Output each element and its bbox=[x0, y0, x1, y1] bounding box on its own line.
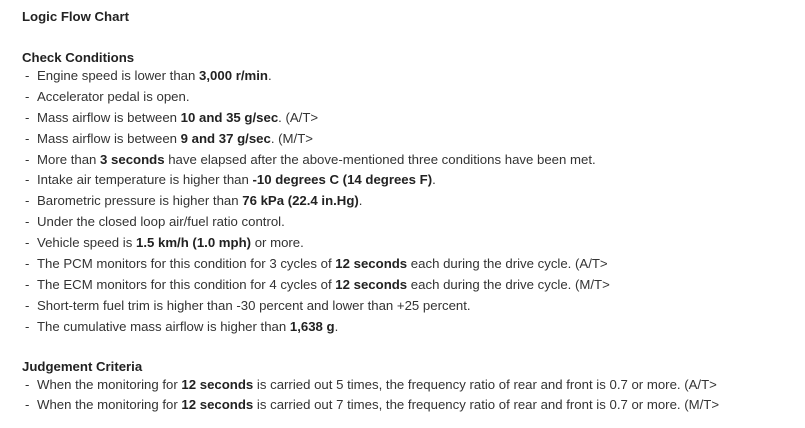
item-text: . bbox=[334, 318, 339, 334]
section-check-conditions bbox=[22, 49, 805, 338]
emphasized-value: 10 and 35 g/sec bbox=[180, 109, 279, 125]
page-title: Logic Flow Chart bbox=[22, 9, 129, 24]
bullet-dash: - bbox=[25, 397, 30, 413]
emphasized-value: 1,638 g bbox=[289, 318, 335, 334]
item-text: Under the closed loop air/fuel ratio control. bbox=[37, 214, 285, 230]
item-text: Accelerator pedal is open. bbox=[37, 88, 190, 104]
bullet-dash: - bbox=[25, 297, 30, 313]
bullet-dash: - bbox=[25, 235, 30, 251]
bullet-dash: - bbox=[25, 130, 30, 146]
judgement-criteria-list bbox=[22, 375, 805, 417]
list-item bbox=[22, 129, 805, 150]
bullet-dash: - bbox=[25, 318, 30, 334]
list-item bbox=[22, 170, 805, 191]
section-heading: Judgement Criteria bbox=[22, 358, 143, 374]
item-text: Short-term fuel trim is higher than -30 percent and lower than +25 percent. bbox=[37, 297, 471, 313]
list-item bbox=[22, 212, 805, 233]
item-text: Mass airflow is between bbox=[37, 130, 181, 146]
item-text: . bbox=[358, 193, 363, 209]
list-item bbox=[22, 275, 805, 296]
list-item bbox=[22, 254, 805, 275]
bullet-dash: - bbox=[25, 172, 30, 188]
item-text: When the monitoring for bbox=[37, 376, 182, 392]
list-item bbox=[22, 150, 805, 171]
item-text: have elapsed after the above-mentioned three conditions have been met. bbox=[164, 151, 596, 167]
item-text: or more. bbox=[251, 235, 304, 251]
check-conditions-list bbox=[22, 66, 805, 338]
list-item bbox=[22, 233, 805, 254]
list-item bbox=[22, 87, 805, 108]
item-text: Vehicle speed is bbox=[37, 235, 136, 251]
bullet-dash: - bbox=[25, 193, 30, 209]
item-text: each during the drive cycle. (M/T> bbox=[407, 276, 610, 292]
list-item bbox=[22, 296, 805, 317]
item-text: Engine speed is lower than bbox=[37, 68, 200, 83]
item-text: Intake air temperature is higher than bbox=[37, 172, 253, 188]
section-heading: Check Conditions bbox=[22, 50, 135, 65]
item-text: When the monitoring for bbox=[37, 397, 182, 413]
list-item bbox=[22, 191, 805, 212]
bullet-dash: - bbox=[25, 88, 30, 104]
item-text: each during the drive cycle. (A/T> bbox=[407, 256, 608, 272]
bullet-dash: - bbox=[25, 109, 30, 125]
item-text: The cumulative mass airflow is higher than bbox=[37, 318, 290, 334]
list-item bbox=[22, 317, 805, 338]
emphasized-value: 1.5 km/h (1.0 mph) bbox=[135, 235, 252, 251]
item-text: is carried out 7 times, the frequency ratio of rear and front is 0.7 or more. (M/T> bbox=[253, 397, 720, 413]
item-text: . bbox=[267, 68, 272, 83]
bullet-dash: - bbox=[25, 376, 30, 392]
emphasized-value: 76 kPa (22.4 in.Hg) bbox=[242, 193, 359, 209]
emphasized-value: -10 degrees C (14 degrees F) bbox=[252, 172, 433, 188]
item-text: . (M/T> bbox=[270, 130, 313, 146]
list-item bbox=[22, 66, 805, 87]
bullet-dash: - bbox=[25, 151, 30, 167]
item-text: . (A/T> bbox=[278, 109, 319, 125]
item-text: More than bbox=[37, 151, 101, 167]
emphasized-value: 12 seconds bbox=[181, 397, 254, 413]
list-item bbox=[22, 395, 805, 416]
section-judgement-criteria bbox=[22, 358, 805, 417]
bullet-dash: - bbox=[25, 276, 30, 292]
item-text: The ECM monitors for this condition for 4 cycles of bbox=[37, 276, 336, 292]
item-text: . bbox=[432, 172, 436, 188]
bullet-dash: - bbox=[25, 214, 30, 230]
emphasized-value: 12 seconds bbox=[335, 256, 408, 272]
emphasized-value: 3,000 r/min bbox=[199, 68, 268, 83]
list-item bbox=[22, 375, 805, 396]
item-text: Barometric pressure is higher than bbox=[37, 193, 243, 209]
item-text: Mass airflow is between bbox=[37, 109, 181, 125]
item-text: is carried out 5 times, the frequency ratio of rear and front is 0.7 or more. (A/T> bbox=[253, 376, 717, 392]
emphasized-value: 12 seconds bbox=[181, 376, 254, 392]
item-text: The PCM monitors for this condition for 3 cycles of bbox=[37, 256, 336, 272]
emphasized-value: 3 seconds bbox=[100, 151, 165, 167]
list-item bbox=[22, 108, 805, 129]
emphasized-value: 12 seconds bbox=[335, 276, 408, 292]
bullet-dash: - bbox=[25, 256, 30, 272]
bullet-dash: - bbox=[25, 68, 30, 83]
emphasized-value: 9 and 37 g/sec bbox=[180, 130, 271, 146]
